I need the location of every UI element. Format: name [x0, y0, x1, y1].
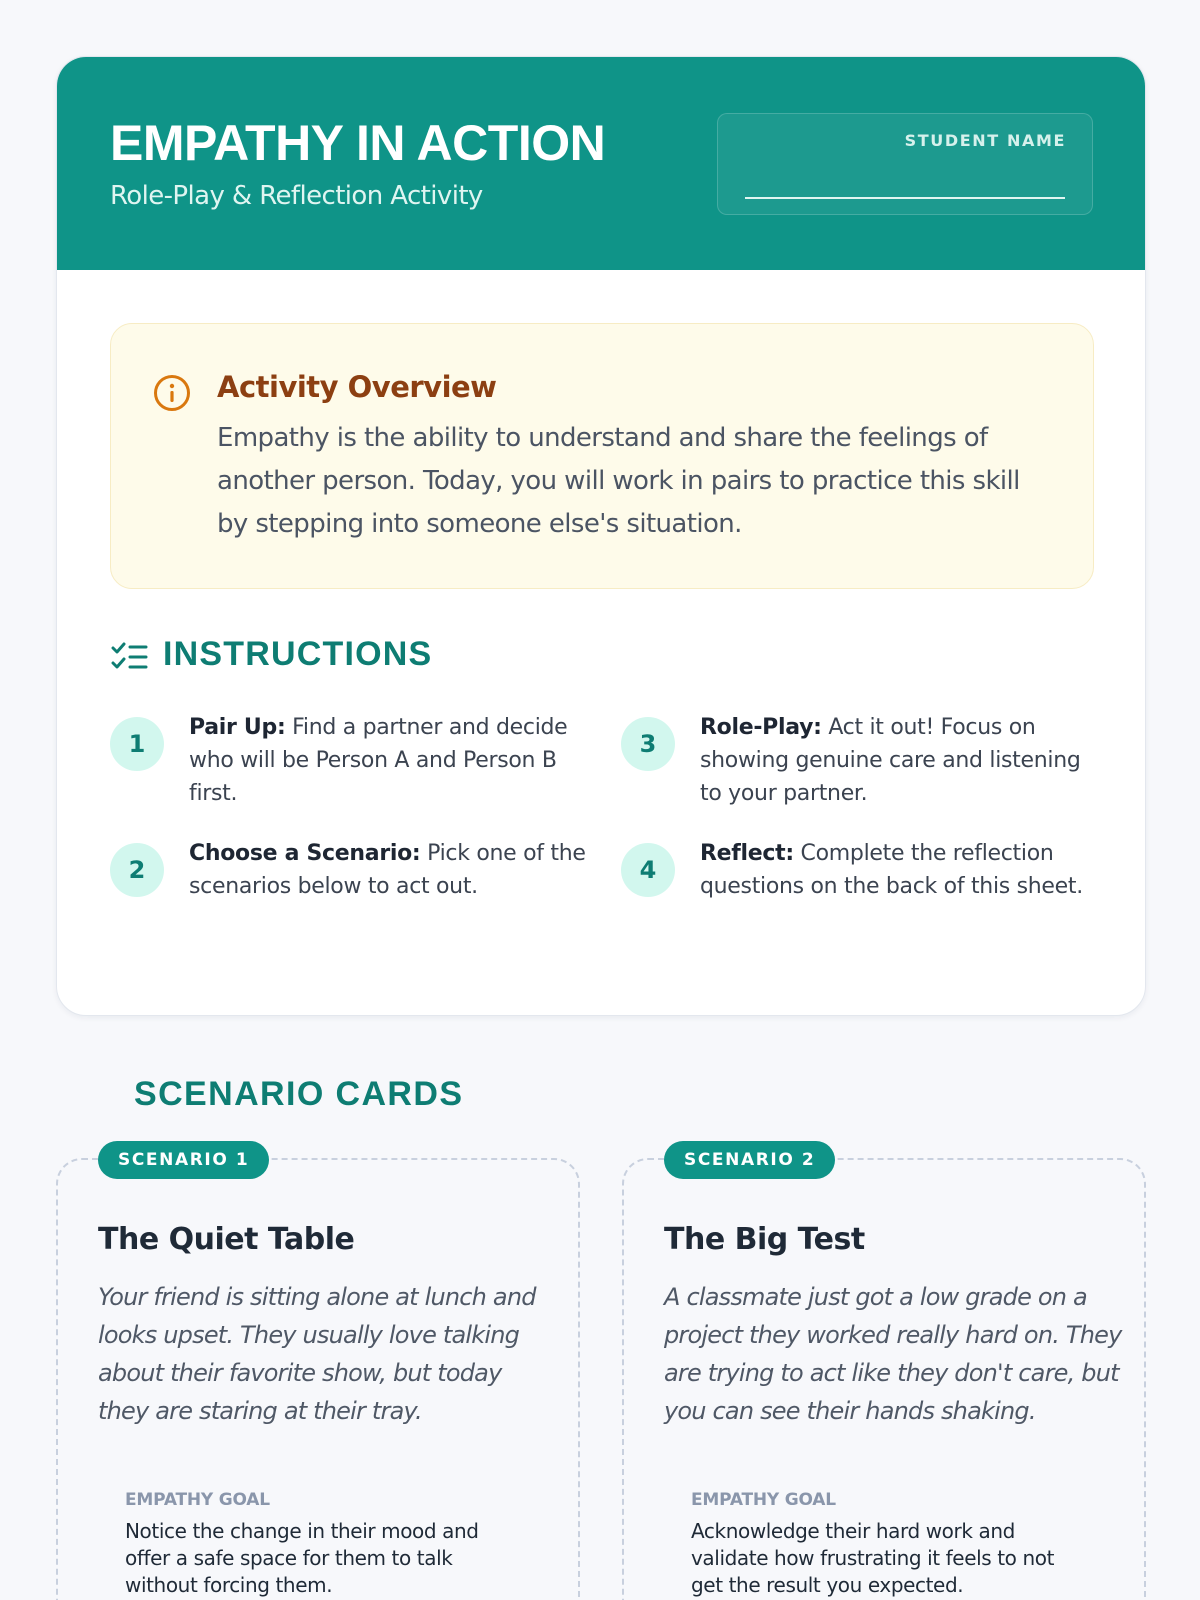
- step-description: Complete the reflection questions on the back of this sheet.: [700, 841, 1083, 899]
- step-number: 4: [621, 843, 675, 897]
- step-description: Pick one of the scenarios below to act out.: [189, 841, 586, 899]
- scenario-title: The Quiet Table: [98, 1222, 355, 1257]
- overview-title: Activity Overview: [217, 370, 497, 404]
- scenario-description: Your friend is sitting alone at lunch and looks upset. They usually love talking about their favorite show, but today they are staring at their tray.: [98, 1283, 536, 1425]
- checklist-icon: [111, 642, 149, 672]
- step-number: 2: [110, 843, 164, 897]
- scenario-card-1: [56, 1150, 580, 1600]
- step-description: Act it out! Focus on showing genuine care and listening to your partner.: [700, 715, 1081, 806]
- step-number: 3: [621, 717, 675, 771]
- scenario-card-2: [622, 1150, 1146, 1600]
- step-text: [700, 837, 1100, 903]
- step-label: Role-Play:: [700, 715, 822, 740]
- student-name-label: STUDENT NAME: [904, 131, 1066, 150]
- scenario-title: The Big Test: [664, 1222, 865, 1257]
- worksheet-header: [57, 57, 1145, 270]
- step-description: Find a partner and decide who will be Person A and Person B first.: [189, 715, 568, 806]
- scenario-tag: SCENARIO 2: [664, 1141, 835, 1179]
- info-circle-icon: [152, 373, 192, 413]
- activity-overview-box: [110, 323, 1094, 589]
- empathy-goal-box: [664, 1463, 1104, 1600]
- page-title: EMPATHY IN ACTION: [110, 115, 606, 171]
- step-label: Reflect:: [700, 841, 794, 866]
- scenario-tag: SCENARIO 1: [98, 1141, 269, 1179]
- student-name-line: [745, 197, 1065, 199]
- empathy-goal-box: [98, 1463, 538, 1600]
- step-text: [700, 711, 1100, 810]
- step-text: [189, 837, 589, 903]
- student-name-field[interactable]: [717, 113, 1093, 215]
- instructions-title: INSTRUCTIONS: [163, 635, 433, 673]
- step-label: Choose a Scenario:: [189, 841, 421, 866]
- empathy-goal-text: Notice the change in their mood and offer a safe space for them to talk without forcing them.: [125, 1519, 479, 1597]
- step-label: Pair Up:: [189, 715, 286, 740]
- step-number: 1: [110, 717, 164, 771]
- empathy-goal-text: Acknowledge their hard work and validate how frustrating it feels to not get the result you expected.: [691, 1519, 1055, 1597]
- scenario-cards-title: SCENARIO CARDS: [134, 1075, 464, 1113]
- empathy-goal-label: EMPATHY GOAL: [125, 1490, 270, 1510]
- scenario-description: A classmate just got a low grade on a project they worked really hard on. They are trying to act like they don't care, but you can see their hands shaking.: [664, 1283, 1122, 1425]
- step-text: [189, 711, 589, 810]
- page-subtitle: Role-Play & Reflection Activity: [110, 181, 483, 211]
- empathy-goal-label: EMPATHY GOAL: [691, 1490, 836, 1510]
- overview-text: Empathy is the ability to understand and share the feelings of another person. Today, you will work in pairs to practice this skill by stepping into someone else's situation.: [217, 423, 1020, 539]
- worksheet-card: [56, 56, 1146, 1016]
